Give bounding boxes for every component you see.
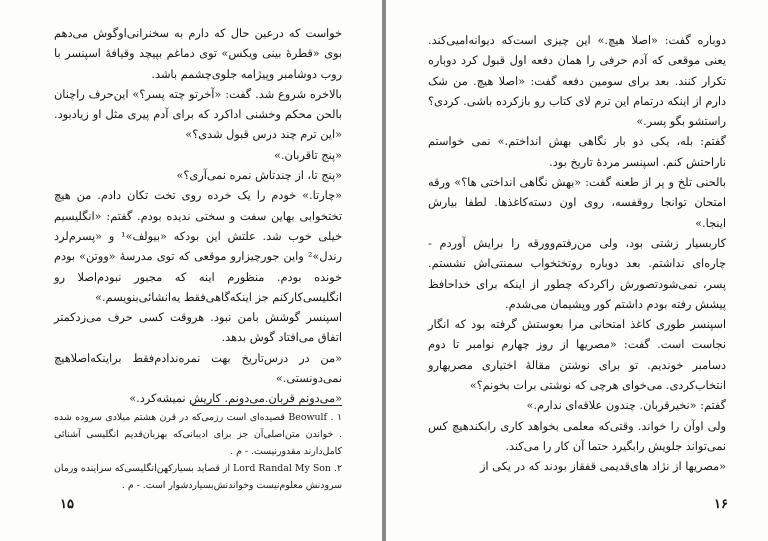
footnote: ۱ . Beowulf قصیده‌ای است رزمی‌که در قرن هشتم میلادی سروده شده . خواندن متن‌اصلی‌آن جز برای ادیبانی‌که بهزبان‌قدیم انگلیسی آشنائی کامل‌دارند مقدورنیست. - م .: [54, 412, 342, 457]
footnotes: [54, 409, 342, 494]
paragraph: بالحنی تلخ و پر از طعنه گفت: «بهش نگاهی انداختی ها؟» ورقه امتحان توانجا روقفسه، روی اون دسته‌کاغذها. لطفا بیارش اینجا.»: [428, 176, 726, 230]
paragraph: «چارتا.» خودم را یک خرده روی تخت تکان دادم. من هیچ تختخوابی بهاین سفت و سختی ندیده بودم. گفتم: «انگلیسیم خیلی خوب شد. علتش این بودکه «بیولف»¹ و «پسرم‌لرد رندل»² واین جورچیزارو موقعی که توی مدرسهٔ «ووتن» بودم خونده بودم. منظورم اینه که مجبور نبودم‌اصلا رو انگلیسی‌کارکنم جز اینکه‌گاهی‌فقط یه‌انشائی‌بنویسم.»: [54, 189, 342, 304]
page-number: ۱۵: [60, 497, 74, 512]
footnote: ۲. Lord Randal My Son از قصاید بسیارکهن‌انگلیسی‌که سراینده ورمان سرودنش معلوم‌نیست وخواندنش‌بسیاردشوار است. - م .: [54, 463, 342, 491]
paragraph: دوباره گفت: «اصلا هیچ.» این چیزی است‌که دیوانه‌امیی‌کند. یعنی موقعی که آدم حرفی را همان دفعه اول قبول کرد دوباره تکرار کنند. بعد برای سومین دفعه گفت: «اصلا هیچ. من شک دارم از اینکه درتمام این ترم لای کتاب رو بازکرده باشی. کردی؟ راستشو بگو پسر.»: [428, 34, 726, 129]
paragraph: «من در درس‌تاریخ بهت نمره‌ندادم‌فقط براینکه‌اصلاهیچ نمی‌دونستی.»: [54, 351, 342, 386]
paragraph: بالاخره شروع شد. گفت: «آخرتو چته پسر؟» این‌حرف راچنان بالحن محکم وخشنی اداکرد که برای آدم پیری مثل او زیادبود. «این ترم چند درس قبول شدی؟»: [54, 87, 342, 142]
right-page-body: [428, 31, 726, 478]
left-page-body: [54, 24, 342, 410]
footnote-divider: [192, 405, 342, 406]
paragraph: «پنج تاقربان.»: [274, 148, 342, 162]
paragraph: اسپنسر طوری کاغذ امتحانی مرا بعوستش گرفته بود که انگار نجاست است. گفت: «مصریها از روز چهارم نوامبر تا دوم دسامبر خوندیم. تو برای نوشتن مقالهٔ اختیاری مصریهارو انتخاب‌کردی. می‌خوای هرچی که نوشتی برات بخونم؟»: [428, 318, 726, 393]
paragraph: ولی اوآن را خواند. وقتی‌که معلمی بخواهد کاری رابکند‌هیچ کس نمی‌تواند جلویش رابگیرد حتما آن کار را می‌کند.: [428, 419, 726, 453]
left-page: [0, 0, 382, 541]
page-number: ۱۶: [714, 497, 728, 512]
paragraph: «می‌دونم قربان.می‌دونم. کاریش نمیشه‌کرد.»: [129, 392, 342, 406]
paragraph: کاربسیار زشتی بود، ولی من‌رفتم‌وورقه را برایش آوردم - چاره‌ای نداشتم. بعد دوباره روتختخواب سمنتی‌اش نشستم. پسر، نمی‌شود‌تصورش راکردکه چطور از اینکه برای خداحافظ پیشش رفته بودم داشتم کور وپشیمان می‌شدم.: [428, 236, 726, 311]
paragraph: خواست که درعین حال که دارم به سخنرانی‌اوگوش می‌دهم بوی «قطرهٔ بینی ویکس» توی دماغم بپیچد وقیافهٔ اسپنسر با روب دوشامبر وپیژامه جلوی‌چشمم باشد.: [54, 27, 342, 81]
paragraph: گفتم: «نخیرقربان. چندون علاقه‌ای ندارم.»: [526, 399, 726, 413]
paragraph: اسپنسر گوشش بامن نبود. هروقت کسی حرف می‌زدکمتر اتفاق می‌افتاد گوش بدهد.: [54, 311, 342, 345]
paragraph: «پنج تا، از چندتاش نمره نمی‌آری؟»: [176, 169, 342, 183]
paragraph: «مصریها از نژاد های‌قدیمی قفقاز بودند که در یکی از: [479, 460, 726, 474]
paragraph: گفتم: بله، یکی دو بار نگاهی بهش انداختم.» نمی خواستم ناراحتش کنم. اسپنسر مردهٔ تاریخ بود.: [428, 135, 726, 169]
right-page: [386, 0, 768, 541]
